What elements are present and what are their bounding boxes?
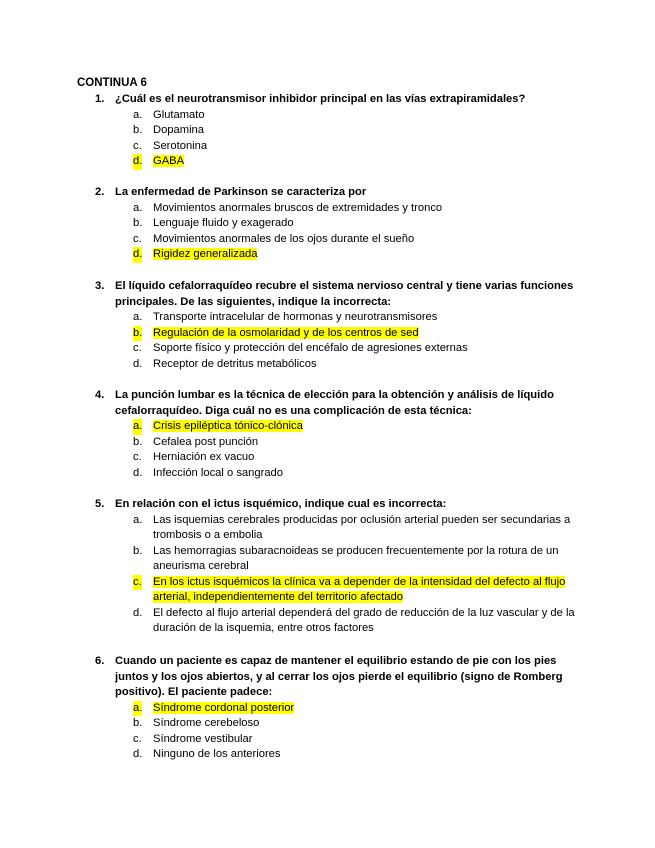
option-c-highlighted xyxy=(0,575,655,606)
option-letter: a. xyxy=(133,311,143,323)
option-letter: c. xyxy=(133,575,142,591)
option-a-highlighted xyxy=(0,419,655,435)
option-text: Las isquemias cerebrales producidas por oclusión arterial pueden ser secundarias a trombosis o a embolia xyxy=(153,513,571,541)
option-letter: a. xyxy=(133,419,142,435)
option-a-highlighted xyxy=(0,701,655,717)
option-letter: c. xyxy=(133,732,142,745)
question-number: 5. xyxy=(95,498,105,510)
option-letter: b. xyxy=(133,435,143,448)
question-text: El líquido cefalorraquídeo recubre el sistema nervioso central y tiene varias funciones principales. De las siguientes, indique la incorrecta: xyxy=(115,280,574,308)
option-text: Serotonina xyxy=(153,139,208,152)
option-text: Glutamato xyxy=(153,108,205,121)
option-b xyxy=(0,435,655,451)
option-d xyxy=(0,357,655,373)
option-letter: b. xyxy=(133,544,143,557)
option-text: Síndrome cordonal posterior xyxy=(153,701,295,714)
option-letter: a. xyxy=(133,201,143,214)
question-stem xyxy=(0,185,655,201)
question-number: 4. xyxy=(95,389,105,401)
option-text: Receptor de detritus metabólicos xyxy=(153,357,317,370)
question-number: 1. xyxy=(95,93,105,105)
option-c xyxy=(0,732,655,748)
option-text: Infección local o sangrado xyxy=(153,466,283,479)
question-text: La punción lumbar es la técnica de elección para la obtención y análisis de líquido cefalorraquídeo. Diga cuál no es una complicación de esta técnica: xyxy=(115,389,554,417)
option-text: Herniación ex vacuo xyxy=(153,451,255,463)
option-text: Soporte físico y protección del encéfalo de agresiones externas xyxy=(153,342,468,354)
option-c xyxy=(0,139,655,155)
option-letter: a. xyxy=(133,108,143,121)
option-text: Rigidez generalizada xyxy=(153,248,258,260)
question-number: 2. xyxy=(95,186,105,198)
option-letter: a. xyxy=(133,513,143,526)
option-letter: c. xyxy=(133,342,142,354)
option-a xyxy=(0,108,655,124)
option-list xyxy=(0,310,655,372)
option-d xyxy=(0,606,655,637)
option-c xyxy=(0,232,655,248)
option-a xyxy=(0,513,655,544)
question-stem xyxy=(0,654,655,701)
option-letter: b. xyxy=(133,717,143,729)
option-text: Síndrome vestibular xyxy=(153,732,253,745)
option-text: Cefalea post punción xyxy=(153,435,259,448)
option-d-highlighted xyxy=(0,154,655,170)
question-text: En relación con el ictus isquémico, indique cual es incorrecta: xyxy=(115,498,447,510)
option-d xyxy=(0,747,655,763)
option-text: Regulación de la osmolaridad y de los centros de sed xyxy=(153,326,419,339)
question-number: 3. xyxy=(95,280,105,292)
option-text: Ninguno de los anteriores xyxy=(153,748,281,760)
question-stem xyxy=(0,497,655,513)
option-a xyxy=(0,310,655,326)
question-text: La enfermedad de Parkinson se caracteriza por xyxy=(115,186,367,198)
option-letter: b. xyxy=(133,217,143,229)
option-text: El defecto al flujo arterial dependerá del grado de reducción de la luz vascular y de la duración de la isquemia, entre otros factores xyxy=(153,606,575,634)
option-list xyxy=(0,201,655,263)
option-d-highlighted xyxy=(0,247,655,263)
option-list xyxy=(0,108,655,170)
option-letter: d. xyxy=(133,247,142,263)
option-b xyxy=(0,716,655,732)
option-list xyxy=(0,701,655,763)
option-b xyxy=(0,216,655,232)
option-letter: d. xyxy=(133,357,143,370)
option-list xyxy=(0,419,655,481)
option-text: Crisis epiléptica tónico-clónica xyxy=(153,420,303,432)
option-b-highlighted xyxy=(0,326,655,342)
option-b xyxy=(0,544,655,575)
option-list xyxy=(0,513,655,637)
question-3 xyxy=(0,279,655,372)
option-letter: b. xyxy=(133,326,142,342)
option-text: Movimientos anormales de los ojos durante el sueño xyxy=(153,232,415,245)
question-text: ¿Cuál es el neurotransmisor inhibidor principal en las vías extrapiramidales? xyxy=(115,93,526,105)
option-text: GABA xyxy=(153,155,185,167)
option-d xyxy=(0,466,655,482)
option-text: Movimientos anormales bruscos de extremidades y tronco xyxy=(153,201,443,214)
option-text: Dopamina xyxy=(153,124,204,136)
option-letter: d. xyxy=(133,606,143,619)
option-text: Lenguaje fluido y exagerado xyxy=(153,217,294,229)
question-1 xyxy=(0,92,655,170)
option-c xyxy=(0,450,655,466)
option-text: Transporte intracelular de hormonas y neurotransmisores xyxy=(153,311,438,323)
option-letter: c. xyxy=(133,139,142,152)
question-2 xyxy=(0,185,655,263)
question-4 xyxy=(0,388,655,481)
question-text: Cuando un paciente es capaz de mantener el equilibrio estando de pie con los pies juntos y los ojos abiertos, y al cerrar los ojos pierde el equilibrio (signo de Romberg positivo). El paciente padece: xyxy=(115,655,563,698)
option-b xyxy=(0,123,655,139)
option-letter: a. xyxy=(133,701,142,717)
option-letter: d. xyxy=(133,154,142,170)
option-a xyxy=(0,201,655,217)
question-number: 6. xyxy=(95,655,105,667)
page-heading: CONTINUA 6 xyxy=(77,77,147,89)
option-c xyxy=(0,341,655,357)
option-text: Síndrome cerebeloso xyxy=(153,717,260,729)
question-5 xyxy=(0,497,655,637)
option-letter: d. xyxy=(133,466,143,479)
question-stem xyxy=(0,388,655,419)
question-stem xyxy=(0,279,655,310)
option-letter: c. xyxy=(133,451,142,463)
option-letter: c. xyxy=(133,232,142,245)
question-6 xyxy=(0,654,655,763)
option-text: Las hemorragias subaracnoideas se producen frecuentemente por la rotura de un aneurisma cerebral xyxy=(153,544,559,572)
option-text: En los ictus isquémicos la clínica va a depender de la intensidad del defecto al flujo arterial, independientemente del territorio afectado xyxy=(153,575,566,603)
option-letter: b. xyxy=(133,124,143,136)
question-stem xyxy=(0,92,655,108)
option-letter: d. xyxy=(133,748,143,760)
